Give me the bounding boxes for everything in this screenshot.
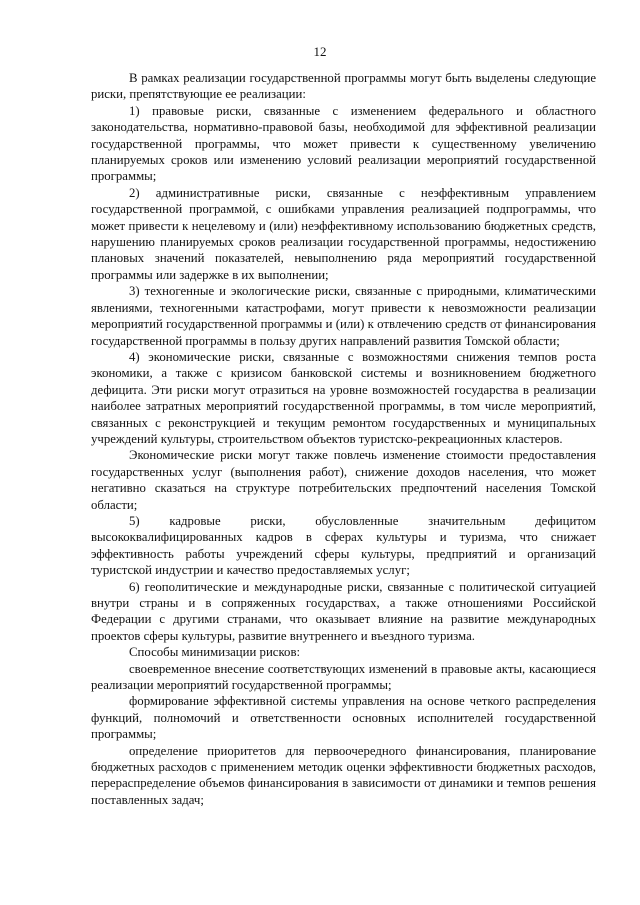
risk-legal-paragraph: 1) правовые риски, связанные с изменением федерального и областного законодательства, нормативно-правовой базы, необходимой для эффективной реализации государственной программы, что может привести к существенному увеличению планируемых сроков или изменению условий реализации мероприятий государственной программы; — [91, 103, 596, 184]
mitigation-item-legal: своевременное внесение соответствующих изменений в правовые акты, касающиеся реализации мероприятий государственной программы; — [91, 661, 596, 693]
risk-geopolitical-paragraph: 6) геополитические и международные риски, связанные с политической ситуацией внутри страны и в сопряженных государствах, а также отношениями Российской Федерации с другими странами, что оказывает влияние на развитие международных проектов сферы культуры, развитие внутреннего и въездного туризма. — [91, 579, 596, 643]
mitigation-heading: Способы минимизации рисков: — [129, 645, 301, 660]
risk-economic-continuation-paragraph: Экономические риски могут также повлечь изменение стоимости предоставления государственных услуг (выполнения работ), снижение доходов населения, что может негативно сказаться на структуре потребительских предпочтений населения Томской области; — [91, 448, 596, 512]
mitigation-item-management: формирование эффективной системы управления на основе четкого распределения функций, полномочий и ответственности основных исполнителей государственной программы; — [91, 694, 596, 742]
risk-economic-paragraph: 4) экономические риски, связанные с возможностями снижения темпов роста экономики, а также с кризисом банковской системы и возникновением бюджетного дефицита. Эти риски могут отразиться на уровне возможностей государства в реализации наиболее затратных мероприятий государственной программы, в том числе мероприятий, связанных с реконструкцией и текущим ремонтом государственных и муниципальных учреждений культуры, строительством объектов туристско-рекреационных кластеров. — [91, 349, 596, 446]
page-number: 12 — [313, 44, 327, 59]
risk-personnel-paragraph: 5) кадровые риски, обусловленные значительным дефицитом высококвалифицированных кадров в сферах культуры и туризма, что снижает эффективность работы учреждений сферы культуры, предприятий и организаций туристской индустрии и качество предоставляемых услуг; — [91, 513, 596, 578]
intro-paragraph: В рамках реализации государственной программы могут быть выделены следующие риски, препятствующие ее реализации: — [91, 71, 596, 102]
risk-technogenic-paragraph: 3) техногенные и экологические риски, связанные с природными, климатическими явлениями, техногенными катастрофами, могут привести к невозможности реализации мероприятий государственной программы и (или) к отвлечению средств от финансирования государственной программы в пользу других направлений развития Томской области; — [91, 284, 596, 348]
mitigation-item-financing: определение приоритетов для первоочередного финансирования, планирование бюджетных расходов с применением методик оценки эффективности бюджетных расходов, перераспределение объемов финансирования в зависимости от динамики и темпов решения поставленных задач; — [91, 743, 596, 807]
risk-administrative-paragraph: 2) административные риски, связанные с неэффективным управлением государственной программой, с ошибками управления реализацией подпрограммы, что может привести к нецелевому и (или) неэффективному использованию бюджетных средств, нарушению планируемых сроков реализации государственной программы, недостижению плановых значений показателей, невыполнению ряда мероприятий государственной программы или задержке в их выполнении; — [91, 185, 596, 282]
document-body — [91, 70, 596, 808]
